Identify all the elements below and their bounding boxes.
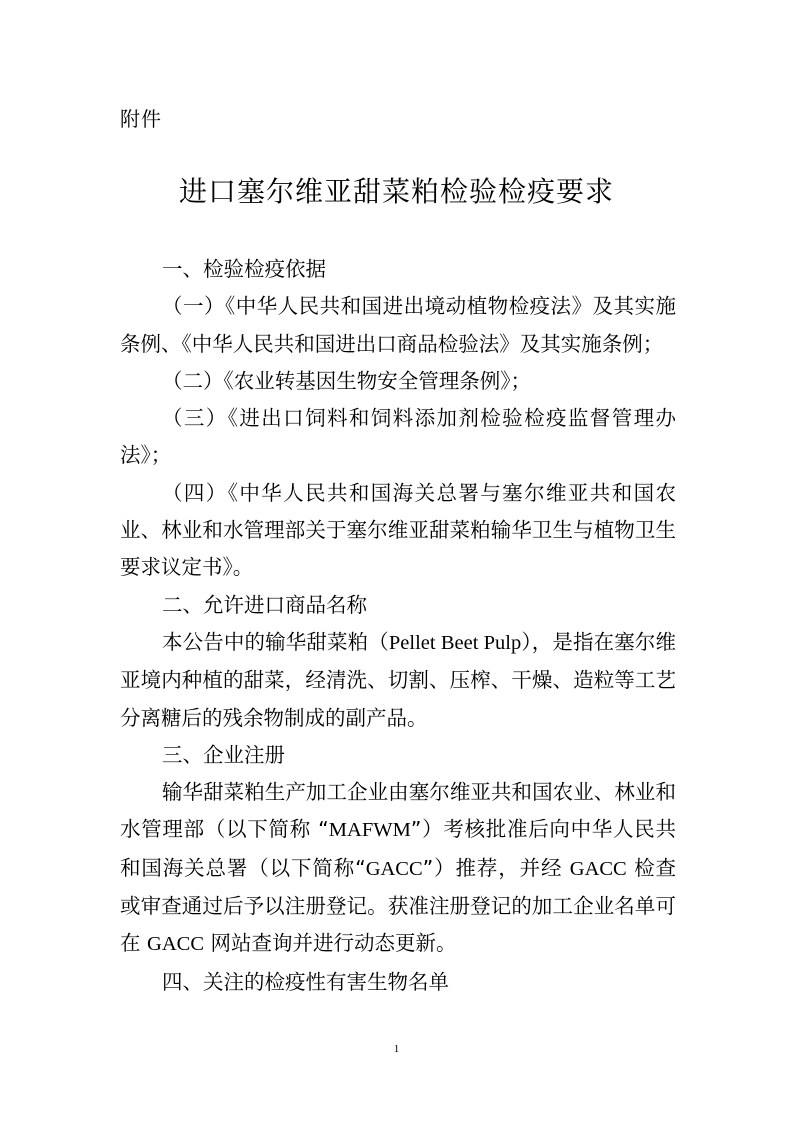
basis-item-2: （二）《农业转基因生物安全管理条例》； <box>162 368 531 393</box>
abbreviation-mafwm: MAFWM <box>328 819 411 842</box>
basis-item-3: （三）《进出口饲料和饲料添加剂检验检疫监督管理办法》； <box>120 406 676 468</box>
abbreviation-gacc: GACC <box>147 933 204 956</box>
page-number: 1 <box>393 1043 400 1055</box>
product-english-name: Pellet Beet Pulp <box>388 631 522 654</box>
section-heading-pests: 四、关注的检疫性有害生物名单 <box>162 969 449 994</box>
registration-paragraph <box>120 774 676 963</box>
product-definition-text-post: ），是指在塞尔维亚境内种植的甜菜，经清洗、切割、压榨、干燥、造粒等工艺分离糖后的残余物制成的副产品。 <box>120 629 677 730</box>
section-heading-basis: 一、检验检疫依据 <box>162 257 326 281</box>
basis-item-1: （一）《中华人民共和国进出境动植物检疫法》及其实施条例、《中华人民共和国进出口商品检验法》及其实施条例； <box>120 294 676 356</box>
section-heading-product-name: 二、允许进口商品名称 <box>162 592 367 617</box>
product-definition-paragraph <box>120 624 676 737</box>
attachment-label: 附件 <box>120 107 162 131</box>
document-body <box>120 251 676 1001</box>
registration-text-3: ”）推荐，并经 <box>422 855 570 880</box>
product-definition-text-pre: 本公告中的输华甜菜粕（ <box>162 629 389 654</box>
section-heading-registration: 三、企业注册 <box>162 742 285 767</box>
registration-text-5: 网站查询并进行动态更新。 <box>204 931 457 956</box>
abbreviation-gacc: GACC <box>365 857 423 880</box>
registration-text-1: 输华甜菜粕生产加工企业由塞尔维亚共和国农业、林业和水管理部（以下简称 “ <box>120 780 676 842</box>
abbreviation-gacc: GACC <box>569 857 627 880</box>
registration-text-2: ”）考核批准后向中华人民共和国海关总署（以下简称“ <box>120 817 676 880</box>
registration-text-4: 检查或审查通过后予以注册登记。获准注册登记的加工企业名单可在 <box>120 855 676 956</box>
document-title: 进口塞尔维亚甜菜粕检验检疫要求 <box>178 175 614 208</box>
basis-item-4: （四）《中华人民共和国海关总署与塞尔维亚共和国农业、林业和水管理部关于塞尔维亚甜菜粕输华卫生与植物卫生要求议定书》。 <box>120 480 676 580</box>
